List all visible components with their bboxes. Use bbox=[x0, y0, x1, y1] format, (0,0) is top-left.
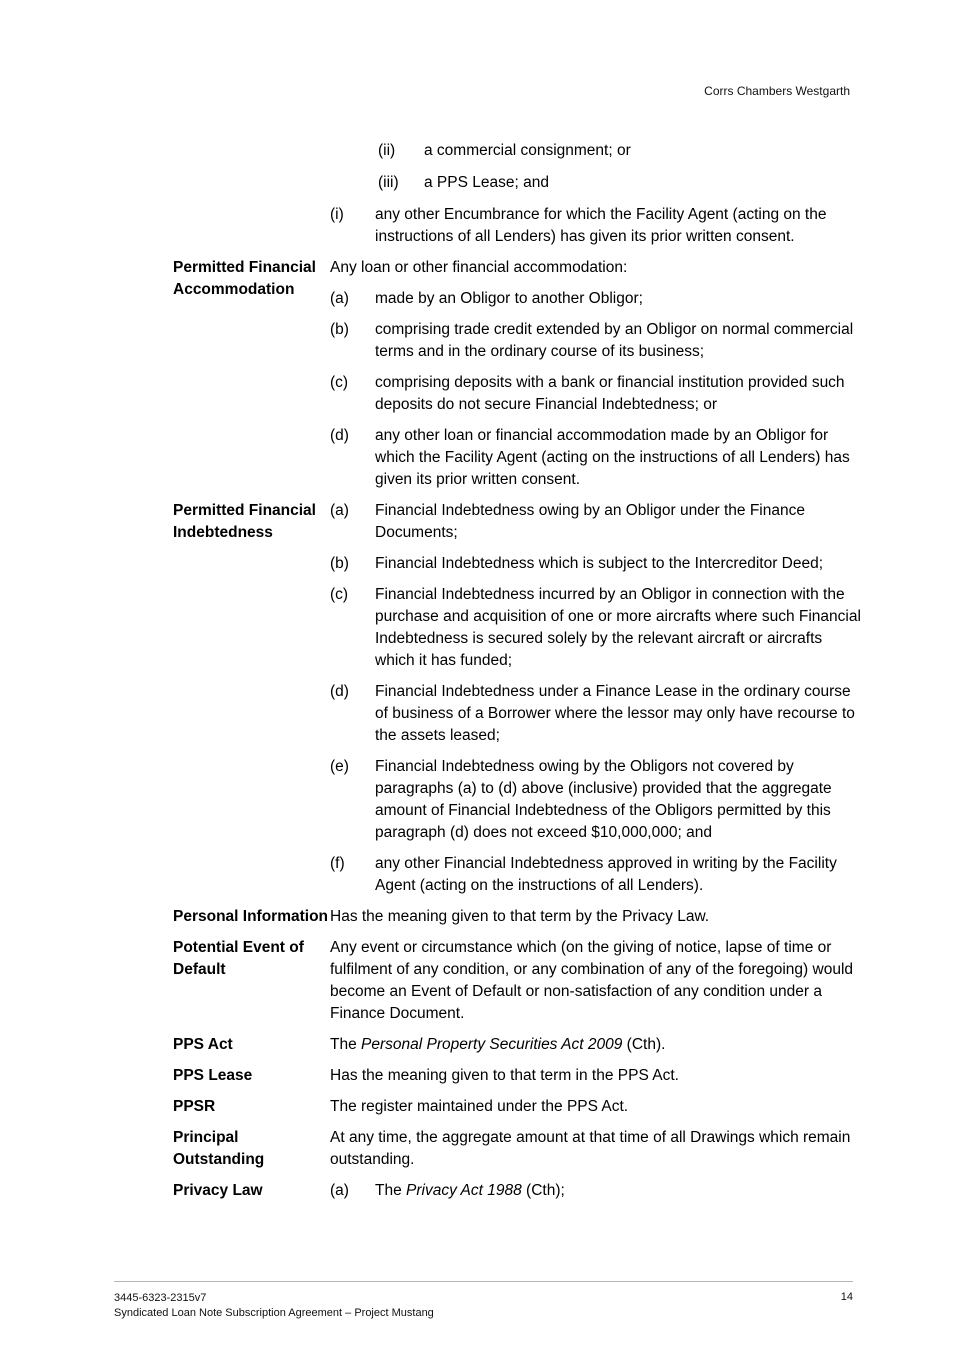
definition-term: Potential Event of Default bbox=[173, 939, 304, 978]
footer-doc-title: Syndicated Loan Note Subscription Agreement – Project Mustang bbox=[114, 1307, 434, 1319]
footer-document-info bbox=[114, 1291, 434, 1321]
page-number: 14 bbox=[840, 1291, 853, 1303]
header-firm-name: Corrs Chambers Westgarth bbox=[704, 84, 850, 98]
definition-text: Has the meaning given to that term in the PPS Act. bbox=[330, 1067, 679, 1084]
definition-permitted-financial-indebtedness bbox=[0, 500, 964, 897]
definition-term: PPS Lease bbox=[173, 1067, 253, 1084]
definition-text: The Personal Property Securities Act 2009 (Cth). bbox=[330, 1036, 666, 1053]
definition-principal-outstanding bbox=[0, 1127, 964, 1171]
list-item: (c) Financial Indebtedness incurred by an Obligor in connection with the purchase and acquisition of one or more aircrafts where such Financial Indebtedness is secured solely by the relevant aircraft or aircrafts which it has funded; bbox=[330, 586, 861, 669]
carry-over-block bbox=[0, 140, 964, 248]
definition-pps-lease bbox=[0, 1065, 964, 1087]
list-item: (a) Financial Indebtedness owing by an Obligor under the Finance Documents; bbox=[330, 502, 805, 541]
definition-intro: Any loan or other financial accommodation: bbox=[330, 259, 628, 276]
definition-term: Permitted Financial Accommodation bbox=[173, 259, 316, 298]
definition-potential-event-of-default bbox=[0, 937, 964, 1025]
definition-ppsr bbox=[0, 1096, 964, 1118]
definitions-body bbox=[0, 140, 964, 1211]
list-item: (e) Financial Indebtedness owing by the Obligors not covered by paragraphs (a) to (d) above (inclusive) provided that the aggregate amount of Financial Indebtedness of the Obligors permitted by this paragraph (d) does not exceed $10,000,000; and bbox=[330, 758, 832, 841]
list-item: (f) any other Financial Indebtedness approved in writing by the Facility Agent (acting on the instructions of all Lenders). bbox=[330, 855, 837, 894]
definition-term: Privacy Law bbox=[173, 1182, 263, 1199]
definition-pps-act bbox=[0, 1034, 964, 1056]
list-item: (i) any other Encumbrance for which the Facility Agent (acting on the instructions of all Lenders) has given its prior written consent. bbox=[330, 206, 827, 245]
list-item: (a) The Privacy Act 1988 (Cth); bbox=[330, 1182, 565, 1199]
definition-text: Any event or circumstance which (on the giving of notice, lapse of time or fulfilment of any condition, or any combination of any of the foregoing) would become an Event of Default or non-satisfaction of any condition under a Finance Document. bbox=[330, 939, 854, 1022]
list-item: (d) Financial Indebtedness under a Finance Lease in the ordinary course of business of a Borrower where the lessor may only have recourse to the assets leased; bbox=[330, 683, 855, 744]
footer-divider bbox=[114, 1281, 853, 1282]
list-item: (iii) a PPS Lease; and bbox=[378, 174, 549, 191]
definition-text: The register maintained under the PPS Act. bbox=[330, 1098, 629, 1115]
list-item: (ii) a commercial consignment; or bbox=[378, 142, 631, 159]
definition-privacy-law bbox=[0, 1180, 964, 1202]
definition-term: Principal Outstanding bbox=[173, 1129, 265, 1168]
footer-doc-id: 3445-6323-2315v7 bbox=[114, 1292, 207, 1304]
definition-term: PPSR bbox=[173, 1098, 216, 1115]
list-item: (b) comprising trade credit extended by an Obligor on normal commercial terms and in the ordinary course of its business; bbox=[330, 321, 854, 360]
list-item: (b) Financial Indebtedness which is subject to the Intercreditor Deed; bbox=[330, 555, 824, 572]
definition-term: PPS Act bbox=[173, 1036, 233, 1053]
definition-term: Permitted Financial Indebtedness bbox=[173, 502, 316, 541]
list-item: (a) made by an Obligor to another Obligor; bbox=[330, 290, 643, 307]
definition-personal-information bbox=[0, 906, 964, 928]
definition-term: Personal Information bbox=[173, 908, 329, 925]
definition-text: At any time, the aggregate amount at that time of all Drawings which remain outstanding. bbox=[330, 1129, 851, 1168]
definition-permitted-financial-accommodation bbox=[0, 257, 964, 491]
list-item: (c) comprising deposits with a bank or financial institution provided such deposits do not secure Financial Indebtedness; or bbox=[330, 374, 845, 413]
definition-text: Has the meaning given to that term by the Privacy Law. bbox=[330, 908, 710, 925]
list-item: (d) any other loan or financial accommodation made by an Obligor for which the Facility Agent (acting on the instructions of all Lenders) has given its prior written consent. bbox=[330, 427, 850, 488]
